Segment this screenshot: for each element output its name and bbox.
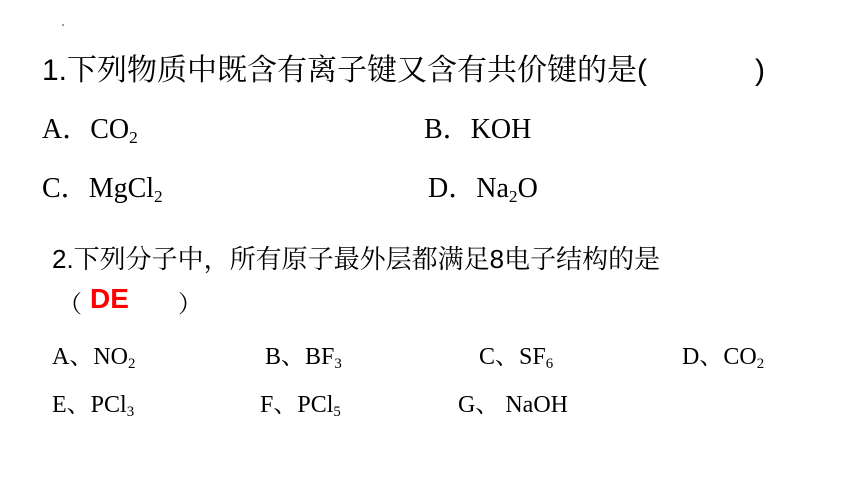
option-letter: G、 (458, 392, 500, 418)
option-subscript: 2 (154, 186, 163, 206)
option-letter: B． (424, 114, 471, 145)
q1-option-a (42, 114, 138, 147)
q1-option-d (428, 173, 538, 206)
option-letter: F、 (260, 392, 298, 418)
q2-option-e (52, 392, 135, 421)
option-letter: E、 (52, 392, 91, 418)
option-subscript: 6 (545, 356, 554, 373)
option-subscript: 2 (508, 186, 518, 206)
option-subscript: 2 (129, 127, 138, 147)
option-formula: PCl (297, 392, 334, 418)
q2-option-g (458, 393, 568, 417)
decorative-dot (62, 24, 64, 26)
answer-open-paren: （ (58, 291, 82, 318)
option-subscript: 2 (756, 356, 765, 373)
option-letter: A、 (52, 344, 94, 370)
option-formula: MgCl (88, 173, 155, 204)
q2-option-a (52, 344, 136, 373)
question-2-stem: 2.下列分子中，所有原子最外层都满足8电子结构的是 (52, 244, 661, 274)
question-1-stem (42, 56, 647, 86)
answer-text: DE (90, 283, 129, 314)
option-formula: Na (476, 173, 509, 204)
option-formula-tail: O (517, 173, 538, 204)
option-formula: NaOH (499, 392, 568, 418)
option-formula: CO (723, 344, 757, 370)
option-letter: C． (42, 173, 89, 204)
question-1-close-paren: ) (755, 54, 765, 87)
q1-option-b (424, 116, 531, 144)
option-formula: NO (93, 344, 129, 370)
q2-option-f (260, 392, 341, 421)
option-letter: D、 (682, 344, 724, 370)
q1-option-c (42, 173, 163, 206)
option-subscript: 5 (333, 404, 341, 421)
option-subscript: 2 (128, 356, 136, 373)
option-letter: C、 (479, 344, 520, 370)
q2-option-b (265, 344, 342, 373)
option-letter: D． (428, 173, 477, 204)
option-formula: PCl (90, 392, 127, 418)
option-formula: KOH (470, 114, 532, 145)
option-subscript: 3 (126, 404, 135, 421)
q2-option-c (479, 344, 554, 373)
question-1-text: 1.下列物质中既含有离子键又含有共价键的是( (42, 54, 648, 87)
answer-close-paren: ） (178, 291, 202, 318)
option-formula: BF (305, 344, 335, 370)
option-letter: B、 (265, 344, 306, 370)
option-formula: SF (519, 344, 546, 370)
option-formula: CO (90, 114, 130, 145)
option-letter: A． (42, 114, 91, 145)
option-subscript: 3 (334, 356, 342, 373)
q2-option-d (682, 344, 765, 373)
